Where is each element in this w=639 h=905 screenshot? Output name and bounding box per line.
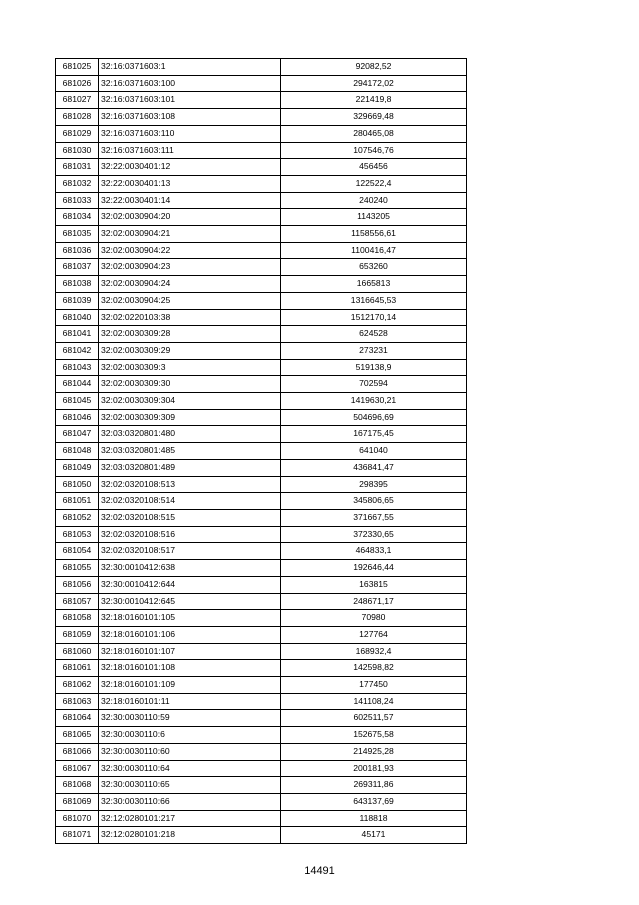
table-row bbox=[56, 810, 467, 827]
table-row bbox=[56, 593, 467, 610]
value-cell: 345806,65 bbox=[281, 493, 467, 510]
cadastral-number-cell: 32:30:0030110:64 bbox=[99, 760, 281, 777]
table-row bbox=[56, 760, 467, 777]
table-row bbox=[56, 125, 467, 142]
value-cell: 1100416,47 bbox=[281, 242, 467, 259]
value-cell: 294172,02 bbox=[281, 75, 467, 92]
row-id-cell: 681042 bbox=[56, 342, 99, 359]
table-row bbox=[56, 693, 467, 710]
row-id-cell: 681030 bbox=[56, 142, 99, 159]
row-id-cell: 681041 bbox=[56, 326, 99, 343]
value-cell: 107546,76 bbox=[281, 142, 467, 159]
row-id-cell: 681033 bbox=[56, 192, 99, 209]
cadastral-number-cell: 32:02:0030309:309 bbox=[99, 409, 281, 426]
value-cell: 163815 bbox=[281, 576, 467, 593]
cadastral-number-cell: 32:30:0010412:645 bbox=[99, 593, 281, 610]
cadastral-number-cell: 32:02:0030309:304 bbox=[99, 393, 281, 410]
table-row bbox=[56, 226, 467, 243]
table-row bbox=[56, 626, 467, 643]
value-cell: 221419,8 bbox=[281, 92, 467, 109]
table-row bbox=[56, 209, 467, 226]
cadastral-number-cell: 32:30:0030110:66 bbox=[99, 793, 281, 810]
cadastral-number-cell: 32:30:0010412:644 bbox=[99, 576, 281, 593]
registry-table-body bbox=[56, 59, 467, 844]
row-id-cell: 681037 bbox=[56, 259, 99, 276]
value-cell: 200181,93 bbox=[281, 760, 467, 777]
cadastral-number-cell: 32:22:0030401:12 bbox=[99, 159, 281, 176]
table-row bbox=[56, 426, 467, 443]
value-cell: 214925,28 bbox=[281, 743, 467, 760]
row-id-cell: 681053 bbox=[56, 526, 99, 543]
value-cell: 504696,69 bbox=[281, 409, 467, 426]
cadastral-number-cell: 32:18:0160101:106 bbox=[99, 626, 281, 643]
cadastral-number-cell: 32:02:0030904:24 bbox=[99, 276, 281, 293]
value-cell: 127764 bbox=[281, 626, 467, 643]
row-id-cell: 681038 bbox=[56, 276, 99, 293]
table-row bbox=[56, 175, 467, 192]
table-row bbox=[56, 409, 467, 426]
value-cell: 1419630,21 bbox=[281, 393, 467, 410]
cadastral-number-cell: 32:16:0371603:100 bbox=[99, 75, 281, 92]
cadastral-number-cell: 32:12:0280101:218 bbox=[99, 827, 281, 844]
cadastral-number-cell: 32:02:0220103:38 bbox=[99, 309, 281, 326]
table-row bbox=[56, 376, 467, 393]
value-cell: 653260 bbox=[281, 259, 467, 276]
value-cell: 372330,65 bbox=[281, 526, 467, 543]
value-cell: 702594 bbox=[281, 376, 467, 393]
cadastral-number-cell: 32:02:0320108:515 bbox=[99, 509, 281, 526]
row-id-cell: 681029 bbox=[56, 125, 99, 142]
table-row bbox=[56, 493, 467, 510]
row-id-cell: 681066 bbox=[56, 743, 99, 760]
value-cell: 1158556,61 bbox=[281, 226, 467, 243]
table-row bbox=[56, 159, 467, 176]
row-id-cell: 681032 bbox=[56, 175, 99, 192]
row-id-cell: 681057 bbox=[56, 593, 99, 610]
cadastral-number-cell: 32:02:0030904:21 bbox=[99, 226, 281, 243]
table-row bbox=[56, 242, 467, 259]
row-id-cell: 681064 bbox=[56, 710, 99, 727]
row-id-cell: 681056 bbox=[56, 576, 99, 593]
table-row bbox=[56, 727, 467, 744]
row-id-cell: 681059 bbox=[56, 626, 99, 643]
table-row bbox=[56, 576, 467, 593]
value-cell: 602511,57 bbox=[281, 710, 467, 727]
value-cell: 152675,58 bbox=[281, 727, 467, 744]
value-cell: 70980 bbox=[281, 610, 467, 627]
row-id-cell: 681047 bbox=[56, 426, 99, 443]
cadastral-number-cell: 32:03:0320801:489 bbox=[99, 459, 281, 476]
value-cell: 456456 bbox=[281, 159, 467, 176]
value-cell: 329669,48 bbox=[281, 109, 467, 126]
value-cell: 280465,08 bbox=[281, 125, 467, 142]
row-id-cell: 681071 bbox=[56, 827, 99, 844]
cadastral-number-cell: 32:16:0371603:108 bbox=[99, 109, 281, 126]
row-id-cell: 681051 bbox=[56, 493, 99, 510]
row-id-cell: 681031 bbox=[56, 159, 99, 176]
cadastral-number-cell: 32:02:0030309:3 bbox=[99, 359, 281, 376]
value-cell: 371667,55 bbox=[281, 509, 467, 526]
value-cell: 122522,4 bbox=[281, 175, 467, 192]
cadastral-number-cell: 32:02:0030904:20 bbox=[99, 209, 281, 226]
table-row bbox=[56, 59, 467, 76]
row-id-cell: 681049 bbox=[56, 459, 99, 476]
table-row bbox=[56, 610, 467, 627]
table-row bbox=[56, 827, 467, 844]
cadastral-number-cell: 32:02:0320108:517 bbox=[99, 543, 281, 560]
cadastral-number-cell: 32:02:0030904:25 bbox=[99, 292, 281, 309]
cadastral-number-cell: 32:02:0030904:22 bbox=[99, 242, 281, 259]
table-row bbox=[56, 476, 467, 493]
cadastral-number-cell: 32:30:0030110:60 bbox=[99, 743, 281, 760]
value-cell: 641040 bbox=[281, 443, 467, 460]
row-id-cell: 681026 bbox=[56, 75, 99, 92]
cadastral-number-cell: 32:30:0030110:59 bbox=[99, 710, 281, 727]
row-id-cell: 681050 bbox=[56, 476, 99, 493]
cadastral-number-cell: 32:12:0280101:217 bbox=[99, 810, 281, 827]
table-row bbox=[56, 743, 467, 760]
value-cell: 624528 bbox=[281, 326, 467, 343]
table-row bbox=[56, 342, 467, 359]
table-row bbox=[56, 276, 467, 293]
cadastral-number-cell: 32:03:0320801:480 bbox=[99, 426, 281, 443]
table-row bbox=[56, 526, 467, 543]
cadastral-number-cell: 32:02:0030309:28 bbox=[99, 326, 281, 343]
value-cell: 643137,69 bbox=[281, 793, 467, 810]
cadastral-number-cell: 32:30:0030110:6 bbox=[99, 727, 281, 744]
row-id-cell: 681028 bbox=[56, 109, 99, 126]
cadastral-number-cell: 32:02:0030904:23 bbox=[99, 259, 281, 276]
table-row bbox=[56, 393, 467, 410]
value-cell: 141108,24 bbox=[281, 693, 467, 710]
cadastral-number-cell: 32:16:0371603:111 bbox=[99, 142, 281, 159]
value-cell: 168932,4 bbox=[281, 643, 467, 660]
row-id-cell: 681055 bbox=[56, 560, 99, 577]
row-id-cell: 681046 bbox=[56, 409, 99, 426]
value-cell: 1512170,14 bbox=[281, 309, 467, 326]
row-id-cell: 681040 bbox=[56, 309, 99, 326]
value-cell: 273231 bbox=[281, 342, 467, 359]
row-id-cell: 681054 bbox=[56, 543, 99, 560]
cadastral-number-cell: 32:30:0030110:65 bbox=[99, 777, 281, 794]
table-row bbox=[56, 109, 467, 126]
page-number: 14491 bbox=[304, 865, 335, 877]
table-row bbox=[56, 142, 467, 159]
table-row bbox=[56, 192, 467, 209]
cadastral-number-cell: 32:18:0160101:107 bbox=[99, 643, 281, 660]
value-cell: 177450 bbox=[281, 677, 467, 694]
cadastral-number-cell: 32:16:0371603:101 bbox=[99, 92, 281, 109]
cadastral-number-cell: 32:02:0320108:513 bbox=[99, 476, 281, 493]
table-row bbox=[56, 777, 467, 794]
row-id-cell: 681025 bbox=[56, 59, 99, 76]
table-row bbox=[56, 443, 467, 460]
cadastral-number-cell: 32:18:0160101:105 bbox=[99, 610, 281, 627]
cadastral-number-cell: 32:03:0320801:485 bbox=[99, 443, 281, 460]
row-id-cell: 681036 bbox=[56, 242, 99, 259]
table-row bbox=[56, 459, 467, 476]
cadastral-number-cell: 32:02:0030309:30 bbox=[99, 376, 281, 393]
row-id-cell: 681065 bbox=[56, 727, 99, 744]
value-cell: 519138,9 bbox=[281, 359, 467, 376]
table-row bbox=[56, 326, 467, 343]
table-row bbox=[56, 677, 467, 694]
row-id-cell: 681060 bbox=[56, 643, 99, 660]
value-cell: 45171 bbox=[281, 827, 467, 844]
table-row bbox=[56, 92, 467, 109]
value-cell: 269311,86 bbox=[281, 777, 467, 794]
table-row bbox=[56, 560, 467, 577]
row-id-cell: 681027 bbox=[56, 92, 99, 109]
row-id-cell: 681035 bbox=[56, 226, 99, 243]
row-id-cell: 681061 bbox=[56, 660, 99, 677]
table-row bbox=[56, 292, 467, 309]
row-id-cell: 681063 bbox=[56, 693, 99, 710]
table-row bbox=[56, 660, 467, 677]
row-id-cell: 681052 bbox=[56, 509, 99, 526]
value-cell: 118818 bbox=[281, 810, 467, 827]
table-row bbox=[56, 509, 467, 526]
table-row bbox=[56, 75, 467, 92]
cadastral-number-cell: 32:02:0030309:29 bbox=[99, 342, 281, 359]
table-row bbox=[56, 259, 467, 276]
value-cell: 192646,44 bbox=[281, 560, 467, 577]
cadastral-number-cell: 32:18:0160101:11 bbox=[99, 693, 281, 710]
value-cell: 436841,47 bbox=[281, 459, 467, 476]
value-cell: 464833,1 bbox=[281, 543, 467, 560]
value-cell: 1143205 bbox=[281, 209, 467, 226]
value-cell: 1665813 bbox=[281, 276, 467, 293]
row-id-cell: 681039 bbox=[56, 292, 99, 309]
table-row bbox=[56, 359, 467, 376]
value-cell: 167175,45 bbox=[281, 426, 467, 443]
value-cell: 298395 bbox=[281, 476, 467, 493]
cadastral-number-cell: 32:18:0160101:108 bbox=[99, 660, 281, 677]
registry-table bbox=[55, 58, 467, 844]
row-id-cell: 681058 bbox=[56, 610, 99, 627]
row-id-cell: 681069 bbox=[56, 793, 99, 810]
row-id-cell: 681043 bbox=[56, 359, 99, 376]
row-id-cell: 681034 bbox=[56, 209, 99, 226]
row-id-cell: 681062 bbox=[56, 677, 99, 694]
cadastral-number-cell: 32:22:0030401:14 bbox=[99, 192, 281, 209]
row-id-cell: 681045 bbox=[56, 393, 99, 410]
table-row bbox=[56, 710, 467, 727]
cadastral-number-cell: 32:18:0160101:109 bbox=[99, 677, 281, 694]
row-id-cell: 681048 bbox=[56, 443, 99, 460]
value-cell: 92082,52 bbox=[281, 59, 467, 76]
row-id-cell: 681068 bbox=[56, 777, 99, 794]
table-row bbox=[56, 543, 467, 560]
cadastral-number-cell: 32:22:0030401:13 bbox=[99, 175, 281, 192]
row-id-cell: 681067 bbox=[56, 760, 99, 777]
value-cell: 1316645,53 bbox=[281, 292, 467, 309]
cadastral-number-cell: 32:16:0371603:110 bbox=[99, 125, 281, 142]
value-cell: 240240 bbox=[281, 192, 467, 209]
table-row bbox=[56, 309, 467, 326]
cadastral-number-cell: 32:02:0320108:514 bbox=[99, 493, 281, 510]
cadastral-number-cell: 32:16:0371603:1 bbox=[99, 59, 281, 76]
cadastral-number-cell: 32:30:0010412:638 bbox=[99, 560, 281, 577]
row-id-cell: 681044 bbox=[56, 376, 99, 393]
value-cell: 142598,82 bbox=[281, 660, 467, 677]
table-row bbox=[56, 643, 467, 660]
table-row bbox=[56, 793, 467, 810]
value-cell: 248671,17 bbox=[281, 593, 467, 610]
row-id-cell: 681070 bbox=[56, 810, 99, 827]
cadastral-number-cell: 32:02:0320108:516 bbox=[99, 526, 281, 543]
